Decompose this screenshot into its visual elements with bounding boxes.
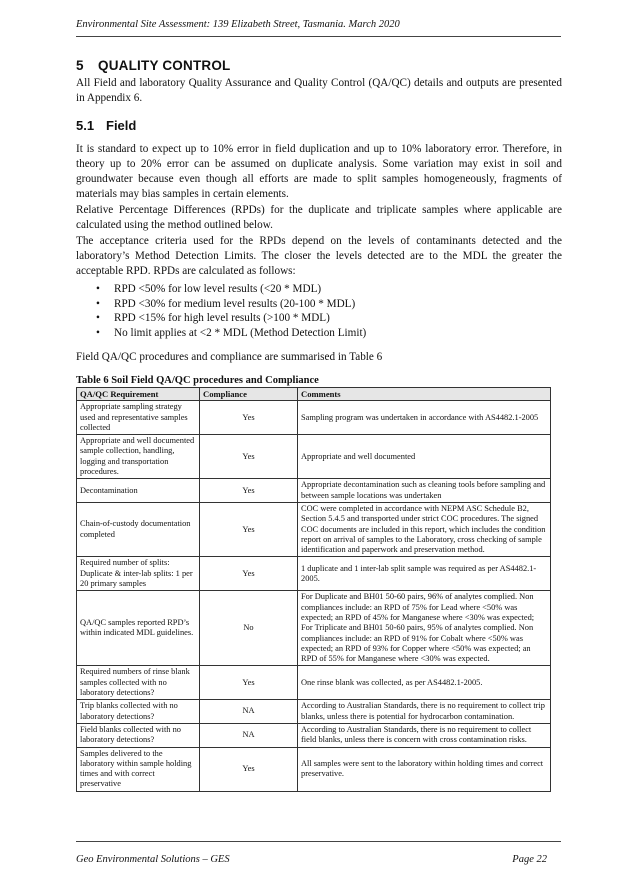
paragraph-rpd-method: Relative Percentage Differences (RPDs) for the duplicate and triplicate samples where applicable are calculated using the method outlined below. bbox=[76, 204, 562, 231]
compliance-cell: Yes bbox=[200, 401, 298, 435]
comments-cell: All samples were sent to the laboratory within holding times and correct preservative. bbox=[298, 747, 551, 791]
section-heading bbox=[76, 58, 231, 73]
compliance-cell: Yes bbox=[200, 479, 298, 503]
footer-divider bbox=[76, 841, 561, 842]
table-row bbox=[77, 435, 551, 479]
table-row bbox=[77, 723, 551, 747]
comments-cell: Sampling program was undertaken in accordance with AS4482.1-2005 bbox=[298, 401, 551, 435]
requirement-cell: Appropriate sampling strategy used and representative samples collected bbox=[77, 401, 200, 435]
compliance-cell: Yes bbox=[200, 747, 298, 791]
running-header: Environmental Site Assessment: 139 Elizabeth Street, Tasmania. March 2020 bbox=[76, 19, 400, 30]
list-item: • RPD <15% for high level results (>100 * MDL) bbox=[96, 311, 366, 326]
comments-cell: Appropriate and well documented bbox=[298, 435, 551, 479]
column-header: QA/QC Requirement bbox=[77, 388, 200, 401]
comments-cell: According to Australian Standards, there is no requirement to collect trip blanks, unless there is potential for hydrocarbon contamination. bbox=[298, 700, 551, 724]
table-caption: Table 6 Soil Field QA/QC procedures and Compliance bbox=[76, 375, 319, 386]
section-title: QUALITY CONTROL bbox=[98, 58, 231, 73]
table-header-row bbox=[77, 388, 551, 401]
comments-cell: For Duplicate and BH01 50-60 pairs, 96% of analytes complied. Non compliances include: an RPD of 75% for Lead where <50% was expected; an RPD of 45% for Manganese where <30% was expected; For Triplicate and BH01 50-60 pairs, 95% of analytes complied. Non compliances include: an RPD of 91% for Cobalt where <50% was expected; an RPD of 93% for Copper where <50% was expected; an RPD of 55% for Manganese where <30% was expected. bbox=[298, 591, 551, 666]
footer-company: Geo Environmental Solutions – GES bbox=[76, 854, 230, 865]
comments-cell: Appropriate decontamination such as cleaning tools before sampling and between sample locations was undertaken bbox=[298, 479, 551, 503]
section-intro: All Field and laboratory Quality Assurance and Quality Control (QA/QC) details and outputs are presented in Appendix 6. bbox=[76, 77, 562, 104]
column-header: Comments bbox=[298, 388, 551, 401]
list-item: • No limit applies at <2 * MDL (Method Detection Limit) bbox=[96, 326, 366, 341]
column-header: Compliance bbox=[200, 388, 298, 401]
comments-cell: One rinse blank was collected, as per AS4482.1-2005. bbox=[298, 666, 551, 700]
qaqc-table bbox=[76, 387, 551, 792]
subsection-number: 5.1 bbox=[76, 118, 95, 133]
requirement-cell: Required numbers of rinse blank samples collected with no laboratory detections? bbox=[77, 666, 200, 700]
comments-cell: According to Australian Standards, there is no requirement to collect field blanks, unless there is concern with cross contamination risks. bbox=[298, 723, 551, 747]
list-item: • RPD <50% for low level results (<20 * MDL) bbox=[96, 282, 366, 297]
requirement-cell: Trip blanks collected with no laboratory detections? bbox=[77, 700, 200, 724]
paragraph-error-expectation: It is standard to expect up to 10% error in field duplication and up to 10% laboratory error. Therefore, in theory up to 20% error can be assumed on duplicate analysis. Some variation may exist in soil and groundwater because even though all efforts are made to split samples homogeneously, fragments of materials may bias samples in certain elements. bbox=[76, 143, 562, 200]
requirement-cell: Samples delivered to the laboratory within sample holding times and with correct preservative bbox=[77, 747, 200, 791]
subsection-heading bbox=[76, 118, 136, 133]
compliance-cell: NA bbox=[200, 723, 298, 747]
requirement-cell: Required number of splits: Duplicate & inter-lab splits: 1 per 20 primary samples bbox=[77, 557, 200, 591]
header-divider bbox=[76, 36, 561, 37]
compliance-cell: Yes bbox=[200, 557, 298, 591]
compliance-cell: Yes bbox=[200, 502, 298, 556]
comments-cell: COC were completed in accordance with NEPM ASC Schedule B2, Section 5.4.5 and transported under strict COC procedures. The signed COC documents are included in this report, which includes the condition report on arrival of samples to the Laboratory, cross checking of sample identification and paperwork and preservation method. bbox=[298, 502, 551, 556]
list-item: • RPD <30% for medium level results (20-100 * MDL) bbox=[96, 297, 366, 312]
section-number: 5 bbox=[76, 58, 84, 73]
table-row bbox=[77, 700, 551, 724]
page-number: Page 22 bbox=[512, 854, 547, 865]
paragraph-acceptance-criteria: The acceptance criteria used for the RPDs depend on the levels of contaminants detected and the laboratory’s Method Detection Limits. The closer the levels detected are to the MDL the greater the acceptable RPD. RPDs are calculated as follows: bbox=[76, 235, 562, 277]
table-row bbox=[77, 401, 551, 435]
table-reference-text: Field QA/QC procedures and compliance are summarised in Table 6 bbox=[76, 351, 383, 363]
requirement-cell: Chain-of-custody documentation completed bbox=[77, 502, 200, 556]
rpd-criteria-list bbox=[96, 282, 366, 340]
requirement-cell: Appropriate and well documented sample collection, handling, logging and transportation procedures. bbox=[77, 435, 200, 479]
requirement-cell: Field blanks collected with no laboratory detections? bbox=[77, 723, 200, 747]
table-row bbox=[77, 666, 551, 700]
compliance-cell: Yes bbox=[200, 435, 298, 479]
table-row bbox=[77, 557, 551, 591]
table-row bbox=[77, 502, 551, 556]
compliance-cell: No bbox=[200, 591, 298, 666]
requirement-cell: Decontamination bbox=[77, 479, 200, 503]
compliance-cell: Yes bbox=[200, 666, 298, 700]
comments-cell: 1 duplicate and 1 inter-lab split sample was required as per AS4482.1-2005. bbox=[298, 557, 551, 591]
subsection-title: Field bbox=[106, 118, 137, 133]
table-row bbox=[77, 747, 551, 791]
table-row bbox=[77, 591, 551, 666]
table-row bbox=[77, 479, 551, 503]
compliance-cell: NA bbox=[200, 700, 298, 724]
requirement-cell: QA/QC samples reported RPD’s within indicated MDL guidelines. bbox=[77, 591, 200, 666]
